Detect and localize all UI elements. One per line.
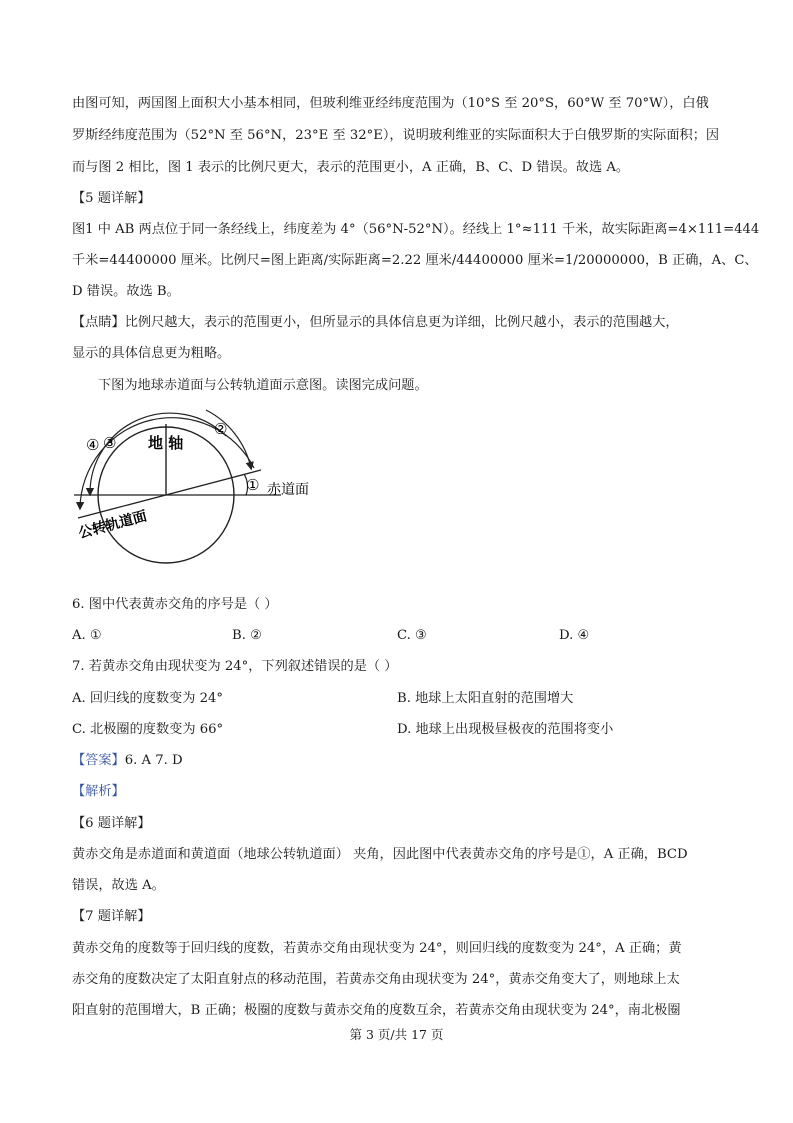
marker-4: ④ xyxy=(86,436,100,454)
q7-detail-line-2: 赤交角的度数决定了太阳直射点的移动范围，若黄赤交角由现状变为 24°，黄赤交角变大了，则地球上太 xyxy=(72,972,680,987)
q7-option-b[interactable]: B. 地球上太阳直射的范围增大 xyxy=(397,691,574,706)
q7-heading: 【7 题详解】 xyxy=(72,909,151,924)
q6-heading: 【6 题详解】 xyxy=(72,816,151,831)
dianjing-line-2: 显示的具体信息更为粗略。 xyxy=(72,346,231,361)
q5-line-3: D 错误。故选 B。 xyxy=(72,284,180,299)
answer-label: 【答案】 xyxy=(72,753,125,768)
q7-detail-line-1: 黄赤交角的度数等于回归线的度数，若黄赤交角由现状变为 24°，则回归线的度数变为 24°，A 正确；黄 xyxy=(72,941,682,956)
answer-line xyxy=(72,752,183,770)
q6-option-a[interactable]: A. ① xyxy=(72,628,102,643)
intro-line-1: 由图可知，两国图上面积大小基本相同，但玻利维亚经纬度范围为（10°S 至 20°S，60°W 至 70°W），白俄 xyxy=(72,96,709,111)
q5-heading: 【5 题详解】 xyxy=(72,191,151,206)
page-footer: 第 3 页/共 17 页 xyxy=(349,1027,444,1042)
q6-detail-line-1: 黄赤交角是赤道面和黄道面（地球公转轨道面） 夹角，因此图中代表黄赤交角的序号是①，A 正确，BCD xyxy=(72,847,688,862)
orbit-label: 公转轨道面 xyxy=(76,508,149,542)
q7-option-d[interactable]: D. 地球上出现极昼极夜的范围将变小 xyxy=(397,722,614,737)
marker-1: ① xyxy=(246,476,260,494)
q6-option-d[interactable]: D. ④ xyxy=(559,628,590,643)
dianjing-line-1: 【点睛】比例尺越大，表示的范围更小，但所显示的具体信息更为详细，比例尺越小，表示的范围越大， xyxy=(72,315,679,330)
q7-options-row-2 xyxy=(72,721,722,739)
q7-option-a[interactable]: A. 回归线的度数变为 24° xyxy=(72,691,223,706)
equator-label: 赤道面 xyxy=(267,482,309,498)
q7-detail-line-3: 阳直射的范围增大，B 正确；极圈的度数与黄赤交角的度数互余，若黄赤交角由现状变为 24°，南北极圈 xyxy=(72,1003,681,1018)
marker-3: ③ xyxy=(103,434,117,452)
figure-intro: 下图为地球赤道面与公转轨道面示意图。读图完成问题。 xyxy=(98,378,428,393)
q6-stem: 6. 图中代表黄赤交角的序号是（ ） xyxy=(72,597,278,612)
q7-options-row-1 xyxy=(72,690,722,708)
q7-option-c[interactable]: C. 北极圈的度数变为 66° xyxy=(72,722,224,737)
q5-line-1: 图1 中 AB 两点位于同一条经线上，纬度差为 4°（56°N-52°N）。经线上 1°≈111 千米，故实际距离=4×111=444 xyxy=(72,222,760,237)
analysis-label: 【解析】 xyxy=(72,784,125,799)
intro-line-2: 罗斯经纬度范围为（52°N 至 56°N，23°E 至 32°E），说明玻利维亚的实际面积大于白俄罗斯的实际面积；因 xyxy=(72,128,720,143)
axis-label: 地 轴 xyxy=(148,434,184,452)
answer-text: 6. A 7. D xyxy=(124,753,183,768)
arc-2 xyxy=(206,410,251,468)
q6-options xyxy=(72,627,722,645)
marker-2: ② xyxy=(214,420,228,438)
q6-detail-line-2: 错误，故选 A。 xyxy=(72,878,165,893)
q7-stem: 7. 若黄赤交角由现状变为 24°，下列叙述错误的是（ ） xyxy=(72,659,398,674)
q6-option-b[interactable]: B. ② xyxy=(232,628,262,643)
q6-option-c[interactable]: C. ③ xyxy=(397,628,427,643)
q5-line-2: 千米=44400000 厘米。比例尺=图上距离/实际距离=2.22 厘米/44400000 厘米=1/20000000，B 正确，A、C、 xyxy=(72,253,758,268)
intro-line-3: 而与图 2 相比，图 1 表示的比例尺更大，表示的范围更小，A 正确，B、C、D 错误。故选 A。 xyxy=(72,160,630,175)
arc-3 xyxy=(90,413,226,494)
earth-orbit-diagram xyxy=(66,398,326,588)
